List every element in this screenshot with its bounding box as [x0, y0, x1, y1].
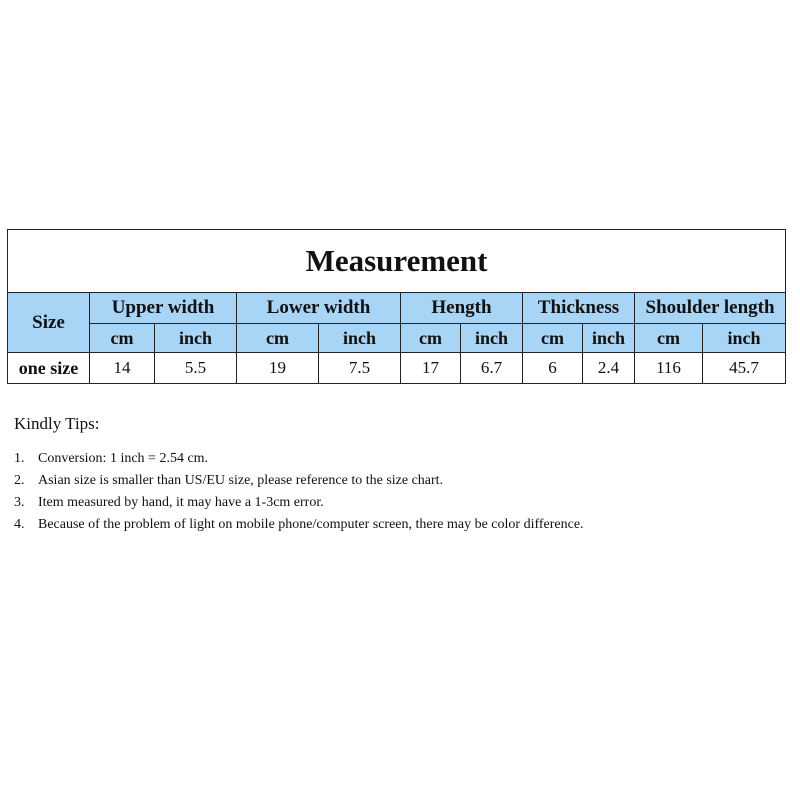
tip-text: Conversion: 1 inch = 2.54 cm.: [38, 451, 209, 466]
unit-header: cm: [523, 324, 583, 353]
tip-text: Because of the problem of light on mobile phone/computer screen, there may be color difference.: [38, 517, 584, 532]
table-cell: 14: [90, 353, 155, 384]
group-header-thickness: Thickness: [523, 293, 635, 324]
table-cell: 6.7: [461, 353, 523, 384]
list-item: [14, 448, 614, 470]
unit-header: inch: [703, 324, 786, 353]
group-header-hength: Hength: [401, 293, 523, 324]
list-item: [14, 492, 614, 514]
table-title: Measurement: [8, 230, 786, 293]
unit-header: inch: [319, 324, 401, 353]
size-cell: one size: [8, 353, 90, 384]
list-item: [14, 514, 614, 536]
unit-header: cm: [401, 324, 461, 353]
table-cell: 6: [523, 353, 583, 384]
table-cell: 7.5: [319, 353, 401, 384]
unit-header: inch: [583, 324, 635, 353]
tips-title: Kindly Tips:: [14, 414, 100, 433]
table-cell: 5.5: [155, 353, 237, 384]
unit-header: cm: [90, 324, 155, 353]
unit-header: cm: [635, 324, 703, 353]
measurement-table: [7, 229, 786, 384]
tip-number: 3.: [14, 495, 25, 510]
kindly-tips: [14, 414, 614, 536]
group-header-upper-width: Upper width: [90, 293, 237, 324]
group-header-lower-width: Lower width: [237, 293, 401, 324]
table-cell: 116: [635, 353, 703, 384]
table-row: [8, 353, 786, 384]
table-cell: 2.4: [583, 353, 635, 384]
tip-number: 2.: [14, 473, 25, 488]
list-item: [14, 470, 614, 492]
tip-number: 4.: [14, 517, 25, 532]
table-cell: 19: [237, 353, 319, 384]
unit-header: inch: [155, 324, 237, 353]
tip-number: 1.: [14, 451, 25, 466]
unit-header: inch: [461, 324, 523, 353]
tip-text: Item measured by hand, it may have a 1-3cm error.: [38, 495, 324, 510]
unit-header: cm: [237, 324, 319, 353]
tip-text: Asian size is smaller than US/EU size, please reference to the size chart.: [38, 473, 444, 488]
tips-list: [14, 448, 614, 536]
size-header: Size: [8, 293, 90, 353]
table-cell: 17: [401, 353, 461, 384]
group-header-shoulder-length: Shoulder length: [635, 293, 786, 324]
table-cell: 45.7: [703, 353, 786, 384]
